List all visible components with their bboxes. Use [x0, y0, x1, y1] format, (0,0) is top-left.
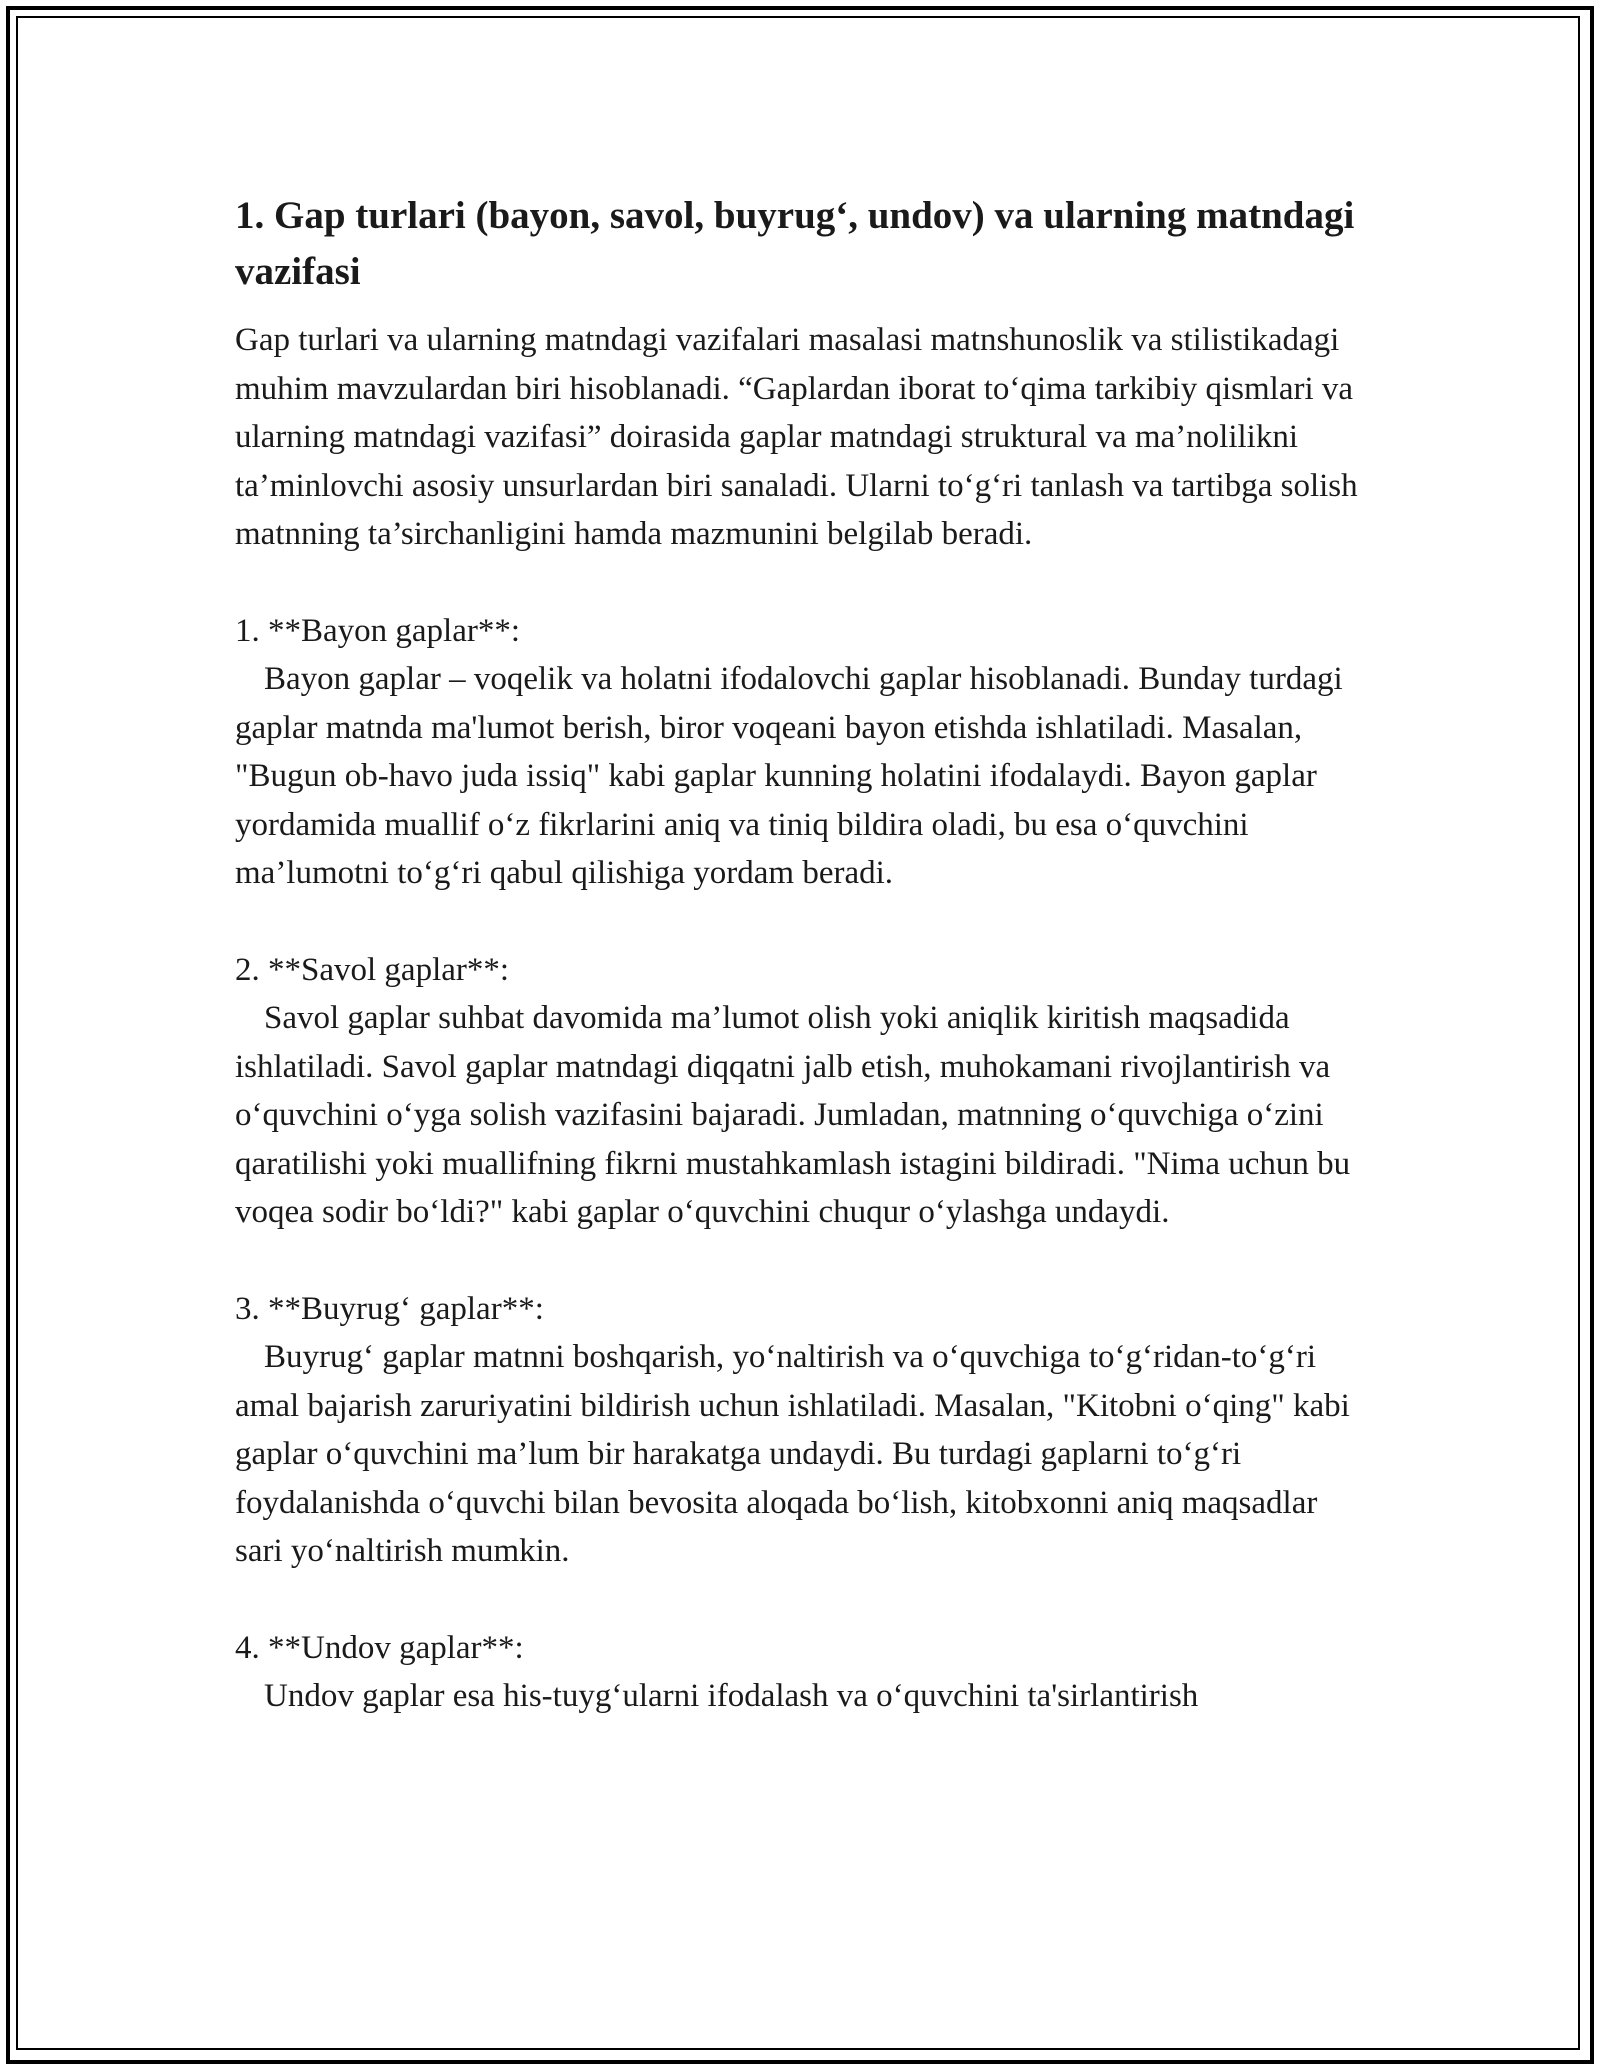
section-buyrug	[235, 1285, 1370, 1576]
section-body: Undov gaplar esa his-tuyg‘ularni ifodalash va o‘quvchini ta'sirlantirish	[264, 1678, 1199, 1714]
section-body: Savol gaplar suhbat davomida ma’lumot olish yoki aniqlik kiritish maqsadida ishlatiladi. Savol gaplar matndagi diqqatni jalb etish, muhokamani rivojlantirish va o‘quvchini o‘yga solish vazifasini bajaradi. Jumladan, matnning o‘quvchiga o‘zini qaratilishi yoki muallifning fikrni mustahkamlash istagini bildiradi. "Nima uchun bu voqea sodir bo‘ldi?" kabi gaplar o‘quvchini chuqur o‘ylashga undaydi.	[235, 1000, 1351, 1230]
section-bayon	[235, 607, 1370, 898]
section-heading: 3. **Buyrug‘ gaplar**:	[235, 1290, 544, 1327]
section-body: Bayon gaplar – voqelik va holatni ifodalovchi gaplar hisoblanadi. Bunday turdagi gaplar matnda ma'lumot berish, biror voqeani bayon etishda ishlatiladi. Masalan, "Bugun ob-havo juda issiq" kabi gaplar kunning holatini ifodalaydi. Bayon gaplar yordamida muallif o‘z fikrlarini aniq va tiniq bildira oladi, bu esa o‘quvchini ma’lumotni to‘g‘ri qabul qilishiga yordam beradi.	[235, 661, 1343, 891]
section-body: Buyrug‘ gaplar matnni boshqarish, yo‘naltirish va o‘quvchiga to‘g‘ridan-to‘g‘ri amal bajarish zaruriyatini bildirish uchun ishlatiladi. Masalan, "Kitobni o‘qing" kabi gaplar o‘quvchini ma’lum bir harakatga undaydi. Bu turdagi gaplarni to‘g‘ri foydalanishda o‘quvchi bilan bevosita aloqada bo‘lish, kitobxonni aniq maqsadlar sari yo‘naltirish mumkin.	[235, 1339, 1350, 1569]
section-heading: 2. **Savol gaplar**:	[235, 951, 510, 988]
document-page	[235, 188, 1370, 1721]
document-title: 1. Gap turlari (bayon, savol, buyrug‘, undov) va ularning matndagi vazifasi	[235, 194, 1355, 293]
section-savol	[235, 946, 1370, 1237]
intro-paragraph: Gap turlari va ularning matndagi vazifalari masalasi matnshunoslik va stilistikadagi muhim mavzulardan biri hisoblanadi. “Gaplardan iborat to‘qima tarkibiy qismlari va ularning matndagi vazifasi” doirasida gaplar matndagi struktural va ma’nolilikni ta’minlovchi asosiy unsurlardan biri sanaladi. Ularni to‘g‘ri tanlash va tartibga solish matnning ta’sirchanligini hamda mazmunini belgilab beradi.	[235, 322, 1358, 552]
section-undov	[235, 1624, 1370, 1721]
section-heading: 4. **Undov gaplar**:	[235, 1629, 524, 1666]
section-heading: 1. **Bayon gaplar**:	[235, 612, 521, 649]
